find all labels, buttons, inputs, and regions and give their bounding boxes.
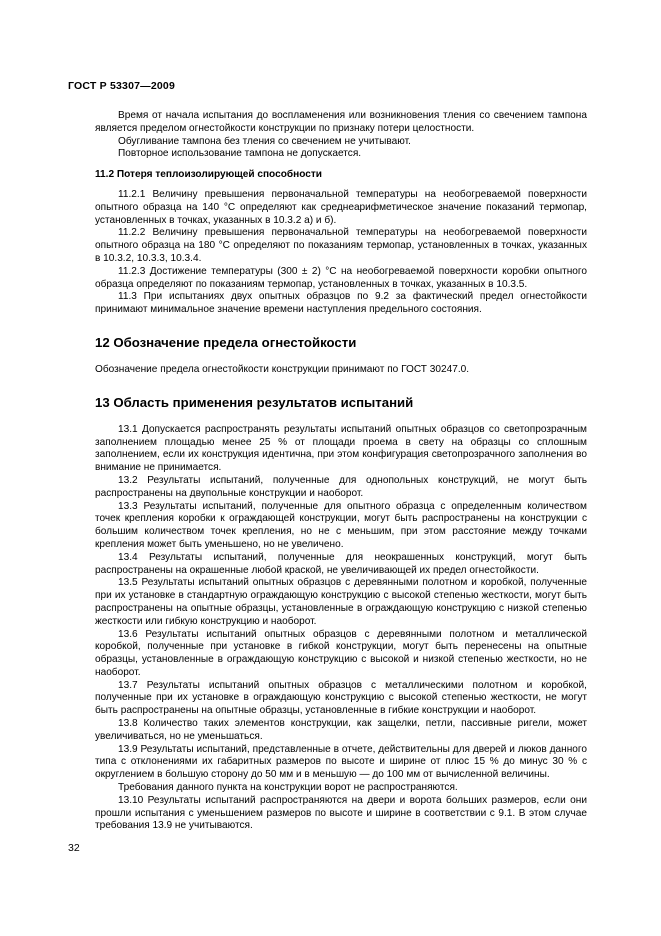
paragraph: 13.3 Результаты испытаний, полученные для опытного образца с определенным количеством точек крепления коробки к ограждающей конструкции, могут быть распространены на конструкции с большим количеством точек крепления, но не с меньшим, при этом расстояние между точками крепления может быть уменьшено, но не увеличено. — [95, 500, 587, 550]
paragraph: 13.2 Результаты испытаний, полученные для однопольных конструкций, не могут быть распространены на двупольные конструкции и наоборот. — [95, 474, 587, 499]
paragraph: 13.6 Результаты испытаний опытных образцов с деревянными полотном и металлической коробкой, полученные при установке в гибкой конструкции, могут быть перенесены на опытные образцы, установленные в ограждающую конструкцию с высокой и низкой степенью жесткости, но не наоборот. — [95, 628, 587, 678]
paragraph: Время от начала испытания до воспламенения или возникновения тления со свечением тампона является пределом огнестойкости конструкции по признаку потери целостности. — [95, 110, 587, 134]
paragraph: 13.1 Допускается распространять результаты испытаний опытных образцов со светопрозрачным заполнением площадью менее 25 % от площади проема в свету на образцы со сплошным заполнением, если их конструкция идентична, при этом конфигурация светопрозрачного заполнения во внимание не принимается. — [95, 423, 587, 474]
paragraph: 13.7 Результаты испытаний опытных образцов с металлическими полотном и коробкой, полученные при их установке в ограждающую конструкцию с высокой степенью жесткости, не могут быть распространены на опытные образцы, установленные в гибкие конструкции и наоборот. — [95, 679, 587, 717]
paragraph: 13.8 Количество таких элементов конструкции, как защелки, петли, пассивные ригели, может увеличиваться, но не уменьшаться. — [95, 718, 587, 742]
paragraph: Обугливание тампона без тления со свечением не учитывают. — [118, 135, 411, 147]
document-header: ГОСТ Р 53307—2009 — [68, 80, 176, 92]
paragraph: 13.4 Результаты испытаний, полученные для неокрашенных конструкций, могут быть распространены на окрашенные любой краской, не увеличивающей их предел огнестойкости. — [95, 551, 587, 576]
paragraph: 11.2.1 Величину превышения первоначальной температуры на необогреваемой поверхности опытного образца на 140 °С определяют как среднеарифметическое значение показаний термопар, установленных в точках, указанных в 10.3.2 а) и б). — [95, 188, 587, 226]
paragraph: 11.3 При испытаниях двух опытных образцов по 9.2 за фактический предел огнестойкости принимают минимальное значение времени наступления предельного состояния. — [95, 291, 587, 316]
subsection-heading: 11.2 Потеря теплоизолирующей способности — [95, 169, 322, 181]
paragraph: Обозначение предела огнестойкости конструкции принимают по ГОСТ 30247.0. — [95, 363, 470, 375]
paragraph: Повторное использование тампона не допускается. — [118, 148, 362, 160]
paragraph: 13.5 Результаты испытаний опытных образцов с деревянными полотном и коробкой, полученные при их установке в стандартную ограждающую конструкцию с высокой степенью жесткости, могут быть распространены на опытные образцы, установленные в ограждающую конструкцию с низкой степенью жесткости или гибкую конструкцию и наоборот. — [95, 577, 587, 627]
paragraph: 11.2.2 Величину превышения первоначальной температуры на необогреваемой поверхности опытного образца на 180 °С определяют по показаниям термопар, установленных в точках, указанных в 10.3.2, 10.3.3, 10.3.4. — [95, 227, 587, 264]
paragraph: Требования данного пункта на конструкции ворот не распространяются. — [118, 782, 458, 794]
paragraph: 13.10 Результаты испытаний распространяются на двери и ворота больших размеров, если они прошли испытания с уменьшением размеров по высоте и ширине в соответствии с 9.1. В этом случае требования 13.9 не учитываются. — [95, 794, 587, 832]
page-number: 32 — [68, 842, 80, 854]
document-body — [95, 110, 587, 833]
paragraph: 11.2.3 Достижение температуры (300 ± 2) °С на необогреваемой поверхности коробки опытного образца определяют по показаниям термопар, установленных в точках, указанных в 10.3.5. — [95, 265, 587, 290]
section-heading: 13 Область применения результатов испытаний — [95, 394, 414, 410]
paragraph: 13.9 Результаты испытаний, представленные в отчете, действительны для дверей и люков данного типа с отклонениями их габаритных размеров по высоте и ширине от плюс 15 % до минус 30 % с округлением в большую сторону до 50 мм и в меньшую — до 100 мм от вычисленной величины. — [95, 743, 587, 781]
section-heading: 12 Обозначение предела огнестойкости — [95, 334, 357, 350]
